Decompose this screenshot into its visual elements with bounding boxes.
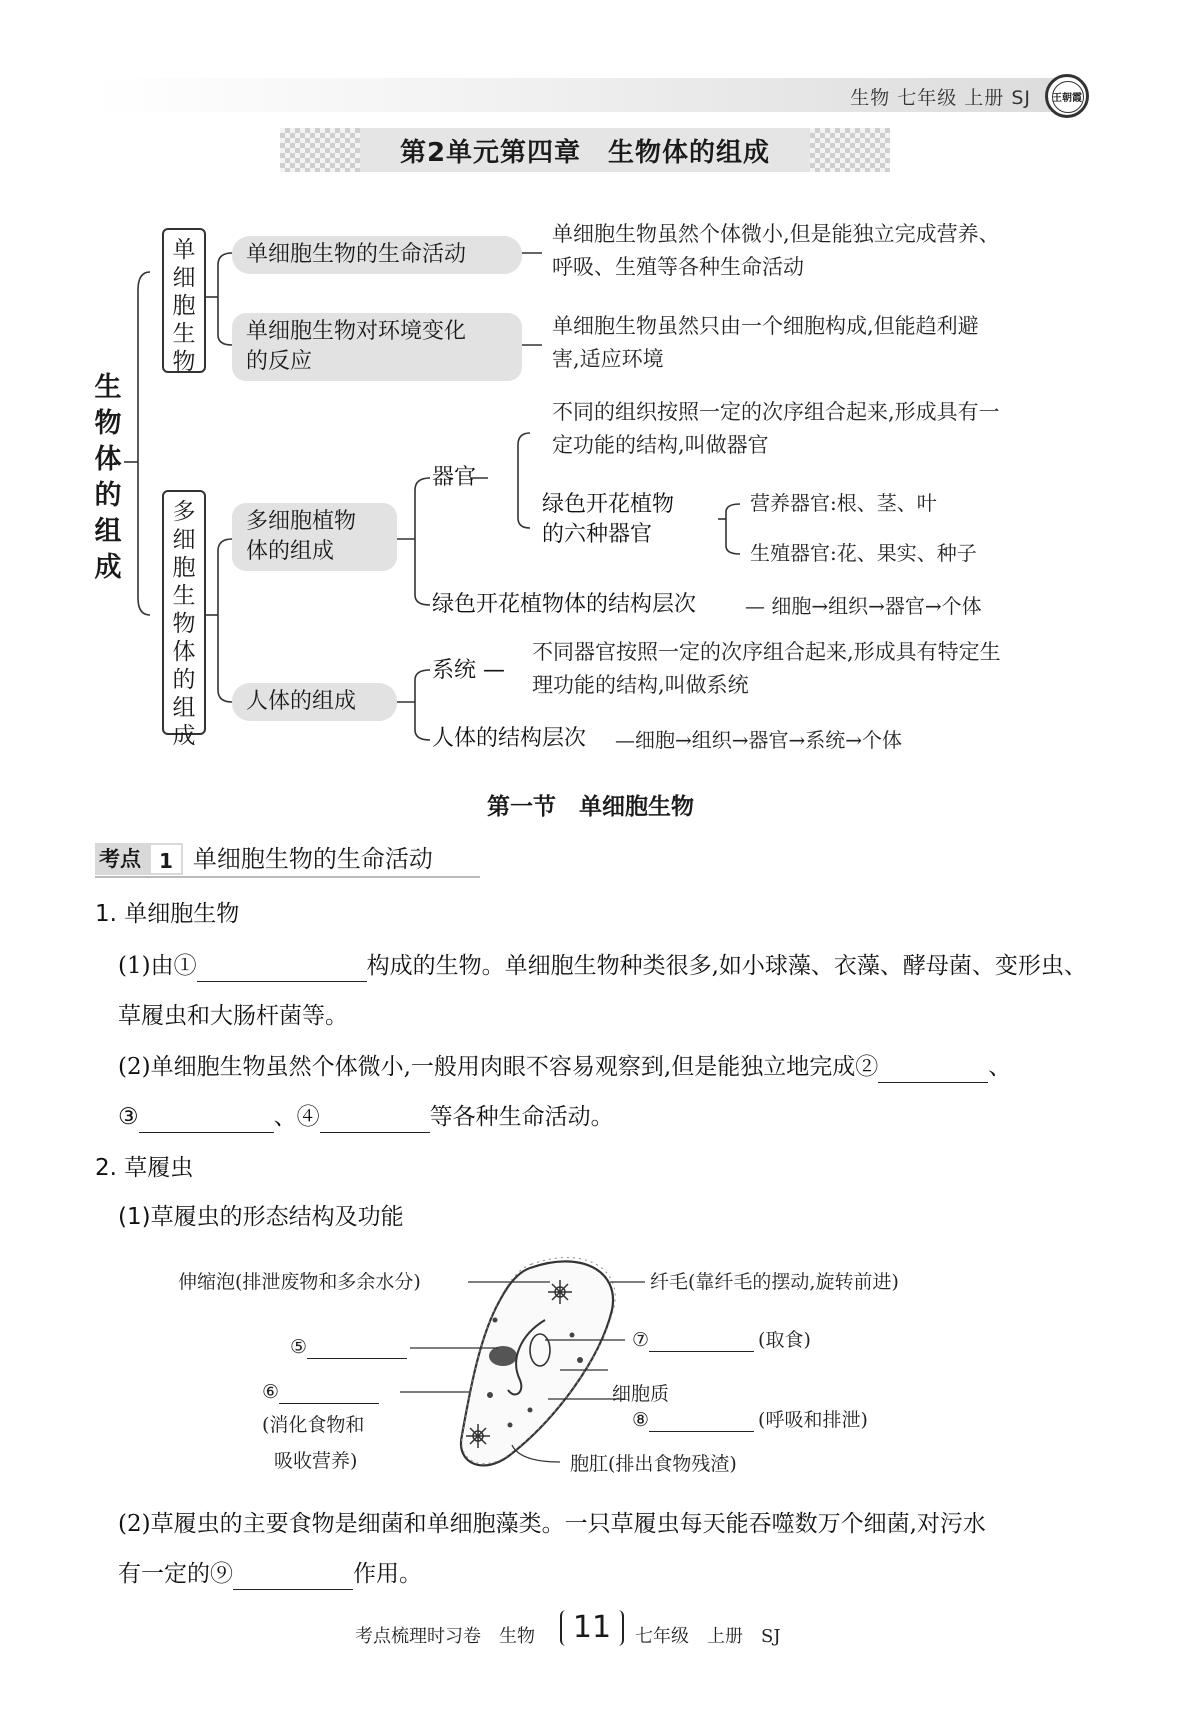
desc-line: 呼吸、生殖等各种生命活动 [552,255,804,279]
blank-6[interactable] [279,1383,379,1404]
p2-sep: 、 [988,1054,1012,1080]
blank-3[interactable] [139,1108,274,1133]
node-line: 体的组成 [246,539,335,564]
blank-5[interactable] [307,1338,407,1359]
p2-circle-4: 、④ [273,1104,320,1130]
p2-end: 等各种生命活动。 [429,1104,614,1130]
blank-2[interactable] [878,1058,988,1083]
node-single-cell-activity: 单细胞生物的生命活动 [232,236,522,274]
label-five [290,1335,407,1359]
paragraph-1 [118,950,1098,982]
node-line: 的六种器官 [542,522,653,547]
paragraph-2 [118,1051,1108,1083]
blank-1[interactable] [197,957,367,982]
page-number: 11 [560,1610,624,1646]
note-line: (消化食物和 [262,1414,365,1436]
desc-organ [552,396,1097,462]
blank-9[interactable] [233,1565,353,1590]
header-text: 生物 七年级 上册 SJ [850,87,1031,109]
desc-line: 理功能的结构,叫做系统 [532,673,749,697]
group-single-cell [162,228,206,373]
node-line: 绿色开花植物 [542,492,675,517]
group-multicellular-label: 多细胞生物体的组成 [172,499,196,749]
label-cilia: 纤毛(靠纤毛的摆动,旋转前进) [650,1271,899,1293]
note-line: 吸收营养) [274,1450,358,1472]
node-system: 系统 — [432,658,505,683]
p1-rest: 构成的生物。单细胞生物种类很多,如小球藻、衣藻、酵母菌、变形虫、 [366,953,1087,979]
label-contractile-vacuole: 伸缩泡(排泄废物和多余水分) [178,1271,421,1293]
footer-left: 考点梳理时习卷 生物 [355,1626,535,1647]
label-anal-pore: 胞肛(排出食物残渣) [570,1453,737,1475]
node-plant-composition [232,503,397,571]
node-line: 多细胞植物 [246,509,357,534]
circle-8: ⑧ [632,1409,650,1431]
paragraph-2-cont [118,1101,614,1133]
desc-human-levels: —细胞→组织→器官→系统→个体 [615,728,903,752]
desc-line: 不同的组织按照一定的次序组合起来,形成具有一 [552,400,1000,424]
seal-text: 王朝霞 [1052,92,1082,104]
blank-4[interactable] [320,1108,430,1133]
heading-single-cell: 1. 单细胞生物 [95,901,240,927]
p1-start: (1)由① [118,953,197,979]
label-eight [632,1408,868,1432]
blank-8[interactable] [649,1411,754,1432]
paragraph-4-cont [118,1558,422,1590]
kaodian-number: 1 [149,843,183,875]
paragraph-4: (2)草履虫的主要食物是细菌和单细胞藻类。一只草履虫每天能吞噬数万个细菌,对污水 [118,1511,986,1537]
chapter-title: 第2单元第四章 生物体的组成 [360,128,810,172]
node-single-cell-response [232,313,522,381]
node-organ: 器官 [432,465,477,490]
label-six [262,1380,379,1404]
seven-note: (取食) [758,1329,811,1351]
footer-right: 七年级 上册 SJ [635,1626,781,1647]
node-human-composition: 人体的组成 [232,683,397,721]
desc-line: 定功能的结构,叫做器官 [552,433,769,457]
circle-5: ⑤ [290,1336,308,1358]
node-reproductive-organs: 生殖器官:花、果实、种子 [750,541,977,565]
desc-line: 害,适应环境 [552,347,664,371]
desc-single-cell-activity [552,218,1097,284]
group-multicellular [162,490,206,749]
kaodian-label: 单细胞生物的生命活动 [192,845,433,873]
node-line: 单细胞生物对环境变化 [246,319,467,344]
desc-plant-levels: — 细胞→组织→器官→个体 [745,594,982,618]
paragraph-3: (1)草履虫的形态结构及功能 [118,1204,404,1230]
label-seven [632,1328,811,1352]
heading-paramecium: 2. 草履虫 [95,1155,194,1181]
node-nutritive-organs: 营养器官:根、茎、叶 [750,491,937,515]
kaodian-heading [95,843,443,875]
eight-note: (呼吸和排泄) [758,1409,868,1431]
blank-7[interactable] [649,1331,754,1352]
circle-6: ⑥ [262,1381,280,1403]
p2-start: (2)单细胞生物虽然个体微小,一般用肉眼不容易观察到,但是能独立地完成② [118,1054,879,1080]
desc-single-cell-response [552,310,1097,376]
desc-line: 不同器官按照一定的次序组合起来,形成具有特定生 [532,640,1001,664]
label-cytoplasm: 细胞质 [612,1383,670,1405]
paragraph-1-cont: 草履虫和大肠杆菌等。 [118,1003,348,1029]
desc-line: 单细胞生物虽然只由一个细胞构成,但能趋利避 [552,314,979,338]
section-title: 第一节 单细胞生物 [487,794,694,820]
kaodian-tag: 考点 [95,843,149,875]
circle-7: ⑦ [632,1329,650,1351]
p4-start: 有一定的⑨ [118,1561,233,1587]
mindmap-root: 生物体的组成 [94,372,122,583]
node-plant-levels: 绿色开花植物体的结构层次 [432,592,697,617]
group-single-cell-label: 单细胞生物 [172,237,196,375]
node-human-levels: 人体的结构层次 [432,726,587,751]
desc-system [532,636,1092,702]
node-six-organs [542,490,674,550]
paramecium-body-icon [461,1258,615,1466]
p2-circle-3: ③ [118,1104,139,1130]
p4-end: 作用。 [353,1561,422,1587]
desc-line: 单细胞生物虽然个体微小,但是能独立完成营养、 [552,222,1000,246]
node-line: 的反应 [246,349,313,374]
label-six-note [262,1413,364,1473]
kaodian-underline [95,876,480,878]
